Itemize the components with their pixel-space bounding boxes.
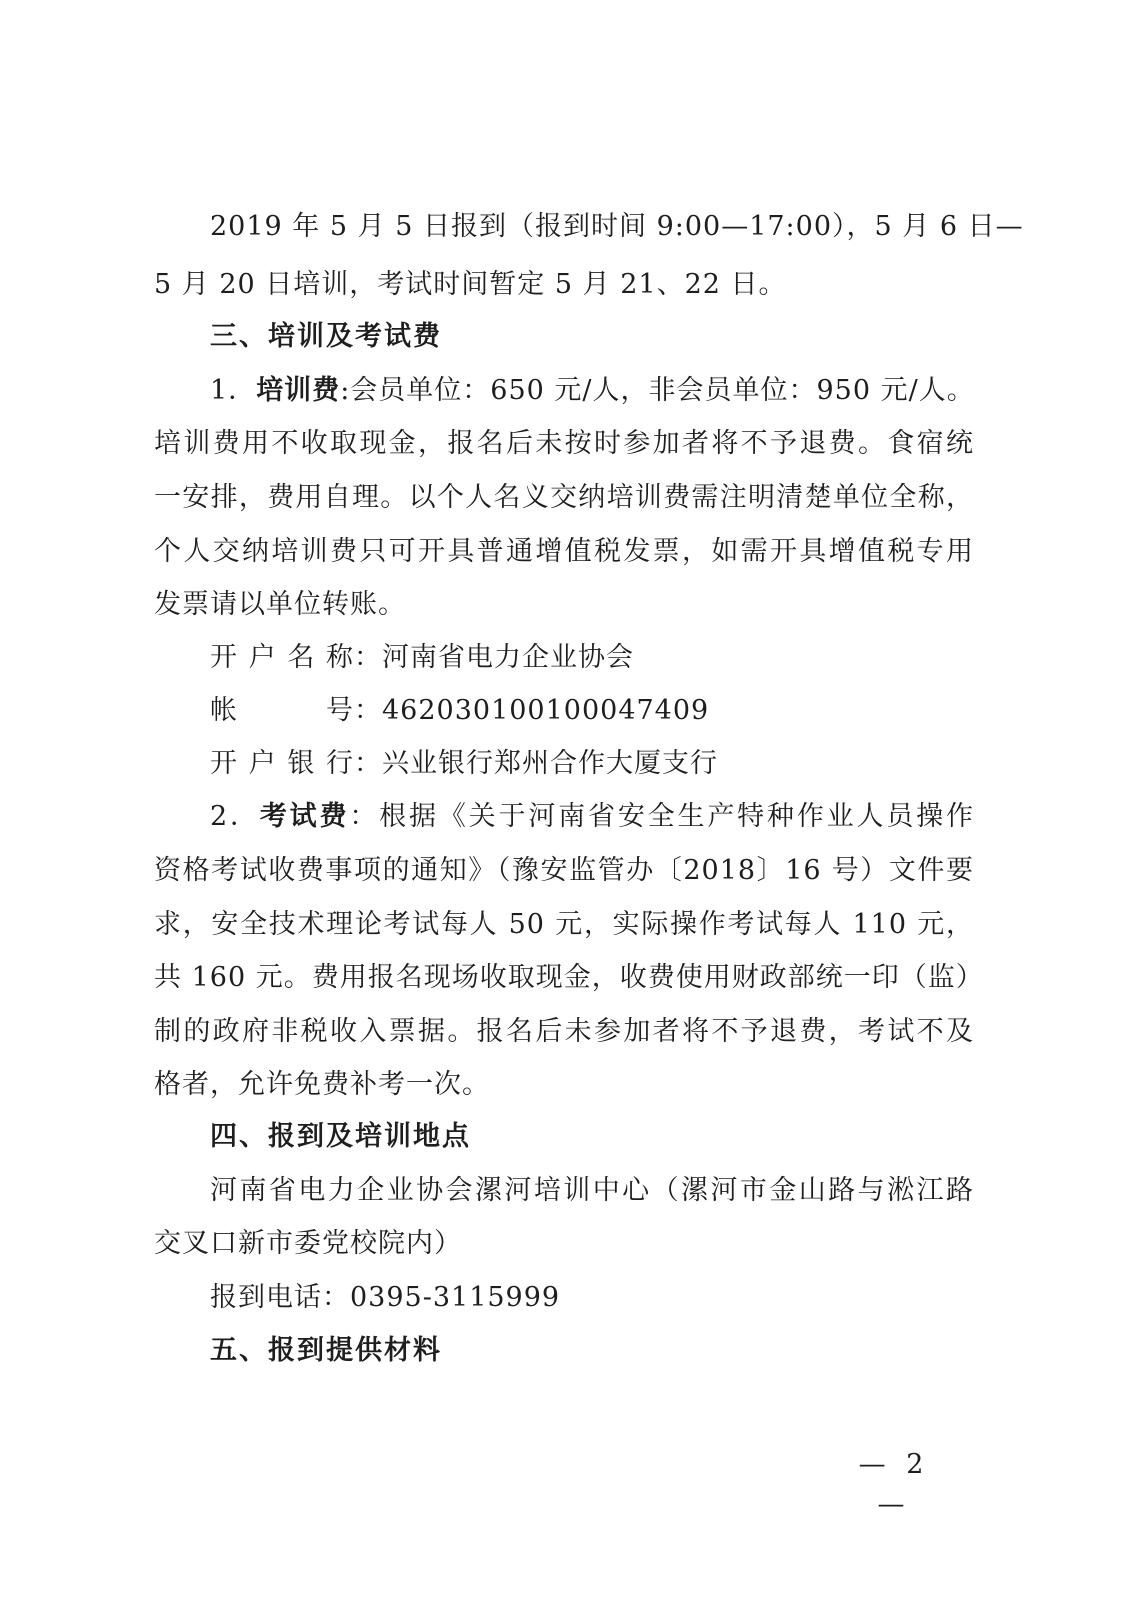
account-name-line (210, 638, 974, 678)
registration-phone: 报到电话：0395-3115999 (210, 1282, 561, 1313)
exam-fee-line-2: 资格考试收费事项的通知》（豫安监管办〔2018〕16 号）文件要 (154, 855, 974, 886)
account-name-value: ：河南省电力企业协会 (354, 642, 634, 673)
page-number: — 2 — (858, 1449, 930, 1520)
schedule-line-2: 5 月 20 日培训，考试时间暂定 5 月 21、22 日。 (154, 269, 787, 300)
location-line-2: 交叉口新市委党校院内） (154, 1228, 462, 1259)
section-4-heading: 四、报到及培训地点 (210, 1121, 471, 1152)
section-5-heading: 五、报到提供材料 (210, 1335, 442, 1366)
training-fee-line-3: 一安排，费用自理。以个人名义交纳培训费需注明清楚单位全称， (154, 482, 974, 513)
exam-fee-label: 考试费 (259, 801, 350, 832)
account-bank-line (210, 744, 974, 784)
account-bank-value: ：兴业银行郑州合作大厦支行 (354, 748, 718, 779)
training-fee-line-1-text: :会员单位：650 元/人，非会员单位：950 元/人。 (340, 375, 975, 406)
location-line-1: 河南省电力企业协会漯河培训中心（漯河市金山路与淞江路 (210, 1175, 974, 1206)
training-fee-line-1 (210, 371, 974, 411)
account-name-label: 开户名称 (210, 642, 354, 673)
schedule-line-1: 2019 年 5 月 5 日报到（报到时间 9:00—17:00），5 月 6 日— (210, 211, 1024, 242)
section-3-heading: 三、培训及考试费 (210, 321, 442, 352)
exam-fee-line-5: 制的政府非税收入票据。报名后未参加者将不予退费，考试不及 (154, 1016, 974, 1047)
training-fee-line-5: 发票请以单位转账。 (154, 589, 406, 620)
exam-fee-line-6: 格者，允许免费补考一次。 (154, 1069, 490, 1100)
account-number-value: ：462030100100047409 (354, 695, 710, 726)
exam-fee-line-1-text: ：根据《关于河南省安全生产特种作业人员操作 (349, 801, 974, 832)
account-number-label: 帐号 (210, 695, 354, 726)
account-bank-label: 开户银行 (210, 748, 354, 779)
training-fee-prefix: 1． (210, 375, 257, 406)
training-fee-label: 培训费 (256, 375, 341, 406)
exam-fee-line-3: 求，安全技术理论考试每人 50 元，实际操作考试每人 110 元， (154, 909, 974, 940)
exam-fee-line-1 (210, 797, 974, 837)
training-fee-line-4: 个人交纳培训费只可开具普通增值税发票，如需开具增值税专用 (154, 536, 974, 567)
exam-fee-prefix: 2． (210, 801, 260, 832)
account-number-line (210, 691, 974, 731)
training-fee-line-2: 培训费用不收取现金，报名后未按时参加者将不予退费。食宿统 (154, 428, 974, 459)
exam-fee-line-4: 共 160 元。费用报名现场收取现金，收费使用财政部统一印（监） (154, 962, 984, 993)
